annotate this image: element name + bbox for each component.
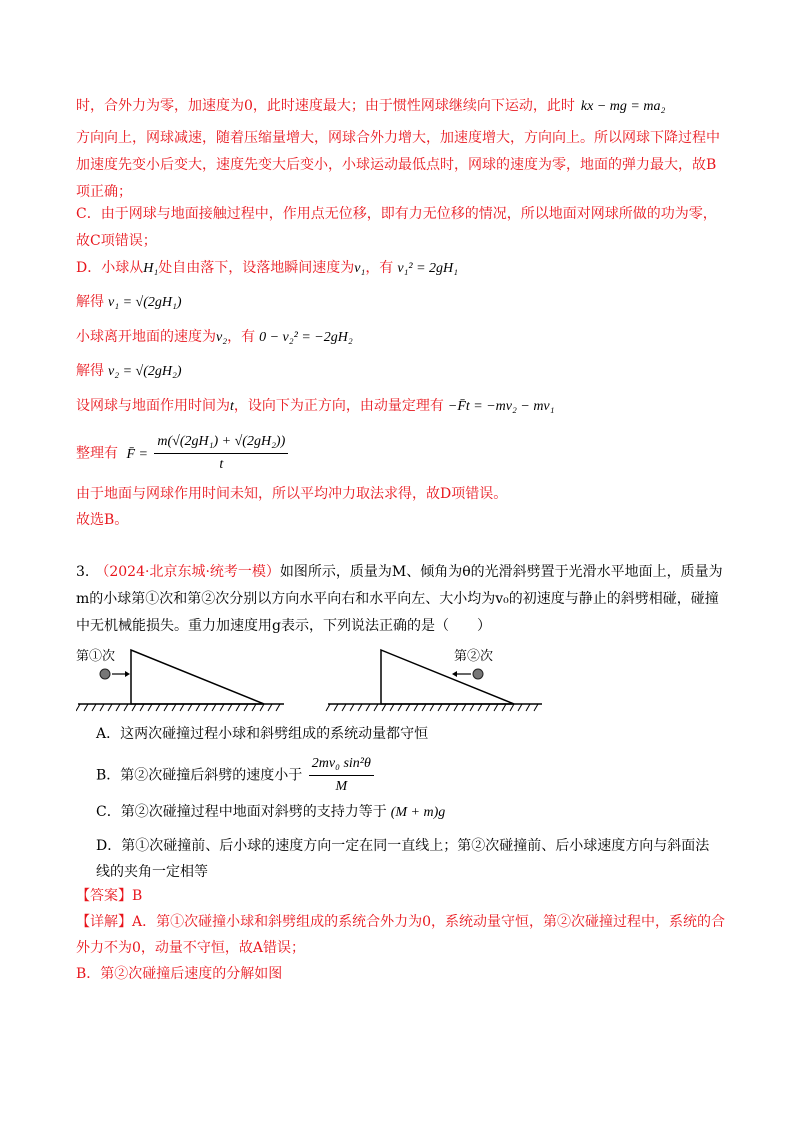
- explanation-line: B．第②次碰撞后速度的分解如图: [76, 966, 283, 982]
- explanation-line: 设网球与地面作用时间为t，设向下为正方向，由动量定理有 −F̄t = −mv₂ − mv₁: [76, 398, 555, 414]
- question-source: （2024·北京东城·统考一模）: [95, 564, 280, 580]
- formula: 0 − v₂² = −2gH₂: [259, 330, 353, 345]
- option-a: A．这两次碰撞过程小球和斜劈组成的系统动量都守恒: [96, 726, 429, 742]
- option-b: B．第②次碰撞后斜劈的速度小于 $\frac{\text{2mv₀ sin²θ}}{M}$: [96, 754, 376, 797]
- fraction: $\frac{\text{m(√(2gH₁) + √(2gH₂))}}{t}$: [154, 432, 288, 475]
- formula: v₂ = √(2gH₂): [108, 364, 182, 379]
- wedge-left: [131, 650, 264, 704]
- explanation-line: 解得 v₁ = √(2gH₁): [76, 294, 182, 310]
- explanation-line: 项正确；: [76, 184, 132, 200]
- explanation-line: 小球离开地面的速度为v₂，有 0 − v₂² = −2gH₂: [76, 329, 353, 345]
- explanation-line: 故选B。: [76, 512, 129, 528]
- formula: v₁² = 2gH₁: [397, 261, 459, 276]
- explanation-line: 方向向上，网球减速，随着压缩量增大，网球合外力增大，加速度增大，方向向上。所以网球下降过程中: [76, 130, 720, 146]
- figure-label-right: 第②次: [454, 649, 494, 664]
- formula: kx − mg = ma₂: [580, 99, 666, 114]
- fraction: $\frac{\text{2mv₀ sin²θ}}{M}$: [309, 754, 374, 797]
- explanation-line: 加速度先变小后变大，速度先变大后变小，小球运动最低点时，网球的速度为零，地面的弹力最大，故B: [76, 157, 717, 173]
- explanation-line: 由于地面与网球作用时间未知，所以平均冲力取法求得，故D项错误。: [76, 486, 508, 502]
- explanation-line: 整理有 F̄ = $\frac{\text{m(√(2gH₁) + √(2gH₂))}}{t}$: [76, 432, 290, 475]
- formula: −F̄t = −mv₂ − mv₁: [447, 399, 555, 414]
- question-number: 3.: [76, 564, 90, 580]
- question-stem: m的小球第①次和第②次分别以方向水平向右和水平向左、大小均为v₀的初速度与静止的斜劈相碰，碰撞: [76, 591, 719, 607]
- option-d: D．第①次碰撞前、后小球的速度方向一定在同一直线上；第②次碰撞前、后小球速度方向与斜面法: [96, 838, 710, 854]
- explanation-line: 解得 v₂ = √(2gH₂): [76, 363, 182, 379]
- question-stem: 3. （2024·北京东城·统考一模）如图所示，质量为M、倾角为θ的光滑斜劈置于光滑水平地面上，质量为: [76, 564, 723, 580]
- explanation-line: C．由于网球与地面接触过程中，作用点无位移，即有力无位移的情况，所以地面对网球所做的功为零，: [76, 206, 717, 222]
- ground-right: [326, 704, 542, 711]
- figure-label-left: 第①次: [76, 649, 116, 664]
- explanation-line: D．小球从H₁处自由落下，设落地瞬间速度为v₁，有 v₁² = 2gH₁: [76, 260, 459, 276]
- wedge-right: [381, 650, 514, 704]
- formula: v₁ = √(2gH₁): [108, 295, 182, 310]
- explanation-line: 【详解】A．第①次碰撞小球和斜劈组成的系统合外力为0，系统动量守恒，第②次碰撞过程中，系统的合: [76, 914, 726, 930]
- collision-figure: [76, 640, 556, 720]
- ball-left: [100, 669, 110, 679]
- explanation-line: 外力不为0，动量不守恒，故A错误；: [76, 940, 306, 956]
- ground-left: [76, 704, 284, 711]
- question-stem: 中无机械能损失。重力加速度用g表示，下列说法正确的是（ ）: [76, 618, 491, 634]
- explanation-line: 时，合外力为零，加速度为0，此时速度最大；由于惯性网球继续向下运动，此时 kx − mg = ma₂: [76, 98, 666, 114]
- answer: 【答案】B: [76, 888, 143, 904]
- option-c: C．第②次碰撞过程中地面对斜劈的支持力等于 (M + m)g: [96, 804, 446, 820]
- explanation-line: 故C项错误；: [76, 233, 157, 249]
- option-d-cont: 线的夹角一定相等: [96, 864, 208, 880]
- formula: (M + m)g: [390, 805, 446, 820]
- ball-right: [473, 669, 483, 679]
